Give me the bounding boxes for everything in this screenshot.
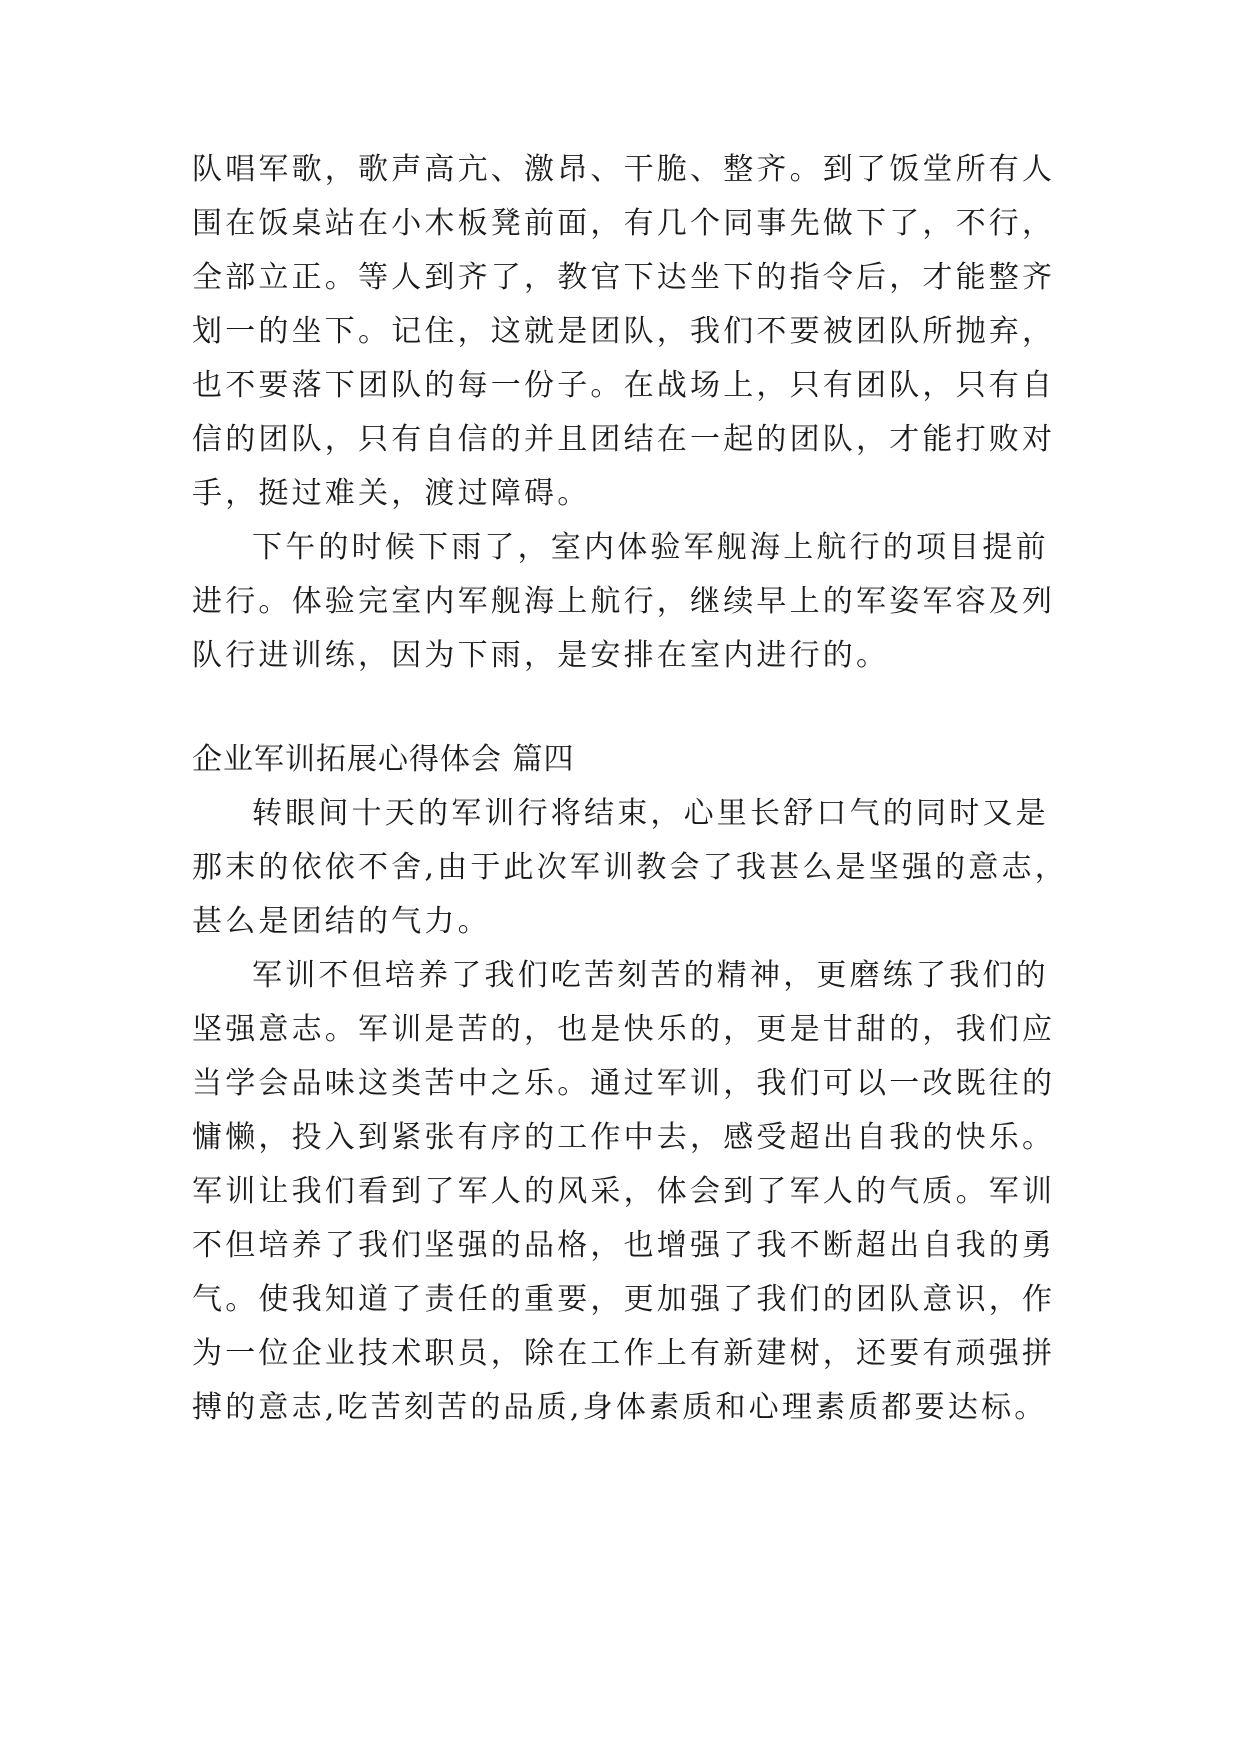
section-heading: 企业军训拓展心得体会 篇四 [192,742,575,777]
paragraph-line: 划一的坐下。记住，这就是团队，我们不要被团队所抛弃， [192,314,1056,349]
paragraph-line: 气。使我知道了责任的重要，更加强了我们的团队意识，作 [192,1282,1056,1317]
paragraph-line: 不但培养了我们坚强的品格，也增强了我不断超出自我的勇 [192,1228,1056,1263]
paragraph-line: 转眼间十天的军训行将结束，心里长舒口气的同时又是 [252,796,1049,831]
paragraph-line: 搏的意志,吃苦刻苦的品质,身体素质和心理素质都要达标。 [192,1390,1048,1425]
paragraph-line: 进行。体验完室内军舰海上航行，继续早上的军姿军容及列 [192,584,1056,619]
paragraph-line: 围在饭桌站在小木板凳前面，有几个同事先做下了，不行， [192,206,1056,241]
paragraph-line: 队行进训练，因为下雨，是安排在室内进行的。 [192,638,890,673]
paragraph-line: 手，挺过难关，渡过障碍。 [192,476,591,511]
paragraph-line: 下午的时候下雨了，室内体验军舰海上航行的项目提前 [252,530,1049,565]
paragraph-line: 也不要落下团队的每一份子。在战场上，只有团队，只有自 [192,368,1056,403]
paragraph-line: 当学会品味这类苦中之乐。通过军训，我们可以一改既往的 [192,1066,1056,1101]
paragraph-line: 坚强意志。军训是苦的，也是快乐的，更是甘甜的，我们应 [192,1012,1056,1047]
paragraph-line: 甚么是团结的气力。 [192,904,491,939]
paragraph-line: 慵懒，投入到紧张有序的工作中去，感受超出自我的快乐。 [192,1120,1056,1155]
paragraph-line: 信的团队，只有自信的并且团结在一起的团队，才能打败对 [192,422,1056,457]
paragraph-line: 队唱军歌，歌声高亢、激昂、干脆、整齐。到了饭堂所有人 [192,152,1056,187]
paragraph-line: 军训让我们看到了军人的风采，体会到了军人的气质。军训 [192,1174,1056,1209]
paragraph-line: 全部立正。等人到齐了，教官下达坐下的指令后，才能整齐 [192,260,1056,295]
paragraph-line: 为一位企业技术职员，除在工作上有新建树，还要有顽强拼 [192,1336,1056,1371]
paragraph-line: 那末的依依不舍,由于此次军训教会了我甚么是坚强的意志， [192,850,1068,885]
paragraph-line: 军训不但培养了我们吃苦刻苦的精神，更磨练了我们的 [252,958,1049,993]
